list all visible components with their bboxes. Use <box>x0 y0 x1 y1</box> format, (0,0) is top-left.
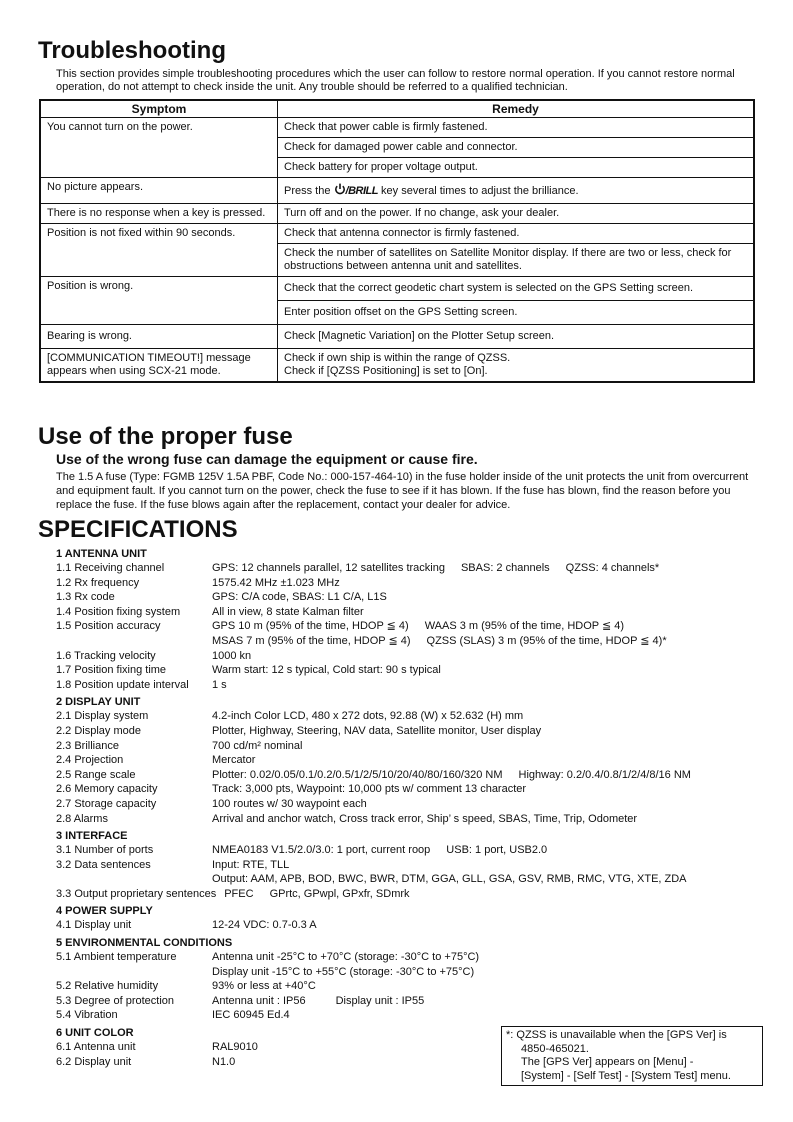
spec-row <box>56 812 756 827</box>
specifications-list <box>56 544 756 1069</box>
spec-value: Display unit -15°C to +55°C (storage: -30°C to +75°C) <box>212 965 475 978</box>
spec-label: 2.8 Alarms <box>56 812 108 825</box>
qzss-footnote <box>501 1026 763 1086</box>
spec-row <box>56 782 756 797</box>
remedy-pre: Press the <box>284 185 334 197</box>
spec-label: 3.3 Output proprietary sentences <box>56 887 217 900</box>
spec-label: 6.2 Display unit <box>56 1055 132 1068</box>
symptom-cell: Position is not fixed within 90 seconds. <box>40 224 278 277</box>
symptom-cell: You cannot turn on the power. <box>40 118 278 178</box>
spec-row <box>56 797 756 812</box>
table-row <box>40 224 754 244</box>
spec-label: 5.3 Degree of protection <box>56 994 175 1007</box>
fuse-text: The 1.5 A fuse (Type: FGMB 125V 1.5A PBF, Code No.: 000-157-464-10) in the fuse holder inside of the unit protects the unit from overcurrent and equipment fault. If you cannot turn on the power, check the fuse to see if it has blown. If the fuse has blown, find the reason before you replace the fuse. If the fuse blows again after the replacement, contact your dealer for advice. <box>56 471 749 511</box>
troubleshooting-intro: This section provides simple troubleshooting procedures which the user can follow to restore normal operation. If you cannot restore normal operation, do not attempt to check inside the unit. Any trouble should be referred to a qualified technician. <box>56 68 735 93</box>
spec-label: 1.2 Rx frequency <box>56 576 140 589</box>
spec-value: GPS 10 m (95% of the time, HDOP ≦ 4) WAAS 3 m (95% of the time, HDOP ≦ 4) <box>212 620 625 633</box>
remedy-cell: Enter position offset on the GPS Setting screen. <box>278 301 755 325</box>
spec-label: 5.2 Relative humidity <box>56 980 159 993</box>
remedy-cell: Check the number of satellites on Satellite Monitor display. If there are two or less, check for obstructions between antenna unit and satellites. <box>278 244 755 277</box>
spec-label: 6.1 Antenna unit <box>56 1041 136 1054</box>
spec-label: 1.1 Receiving channel <box>56 562 165 574</box>
spec-label: 2.2 Display mode <box>56 724 141 737</box>
section-title: 5 ENVIRONMENTAL CONDITIONS <box>56 937 233 950</box>
spec-value: PFEC GPrtc, GPwpl, GPxfr, SDmrk <box>224 887 410 900</box>
spec-value: Arrival and anchor watch, Cross track error, Ship’ s speed, SBAS, Time, Trip, Odometer <box>212 812 638 825</box>
spec-value: Mercator <box>212 754 256 767</box>
spec-row <box>56 1008 756 1023</box>
spec-row <box>56 590 756 605</box>
spec-value: Antenna unit -25°C to +70°C (storage: -30°C to +75°C) <box>212 951 480 964</box>
symptom-header: Symptom <box>40 100 278 118</box>
spec-value: RAL9010 <box>212 1041 258 1054</box>
spec-value: MSAS 7 m (95% of the time, HDOP ≦ 4) QZSS (SLAS) 3 m (95% of the time, HDOP ≦ 4)* <box>212 634 667 647</box>
spec-row <box>56 858 756 873</box>
spec-value: Antenna unit : IP56 Display unit : IP55 <box>212 994 425 1007</box>
spec-row <box>56 561 756 576</box>
brill-key-label: /BRILL <box>345 185 378 197</box>
symptom-cell: No picture appears. <box>40 178 278 204</box>
note-line: 4850-465021. <box>521 1042 589 1055</box>
spec-row <box>56 768 756 783</box>
remedy-cell: Check battery for proper voltage output. <box>278 158 755 178</box>
spec-row <box>56 634 756 649</box>
spec-label: 2.6 Memory capacity <box>56 783 158 796</box>
table-row <box>40 178 754 204</box>
spec-label: 2.4 Projection <box>56 754 124 767</box>
spec-value: Input: RTE, TLL <box>212 858 290 871</box>
spec-row <box>56 709 756 724</box>
table-row <box>40 204 754 224</box>
remedy-header: Remedy <box>278 100 755 118</box>
spec-label: 1.7 Position fixing time <box>56 664 167 677</box>
remedy-cell: Check that antenna connector is firmly fastened. <box>278 224 755 244</box>
spec-row <box>56 649 756 664</box>
spec-label: 3.1 Number of ports <box>56 844 154 857</box>
table-header-row <box>40 100 754 118</box>
remedy-cell: Check that power cable is firmly fastened. <box>278 118 755 138</box>
spec-label: 1.4 Position fixing system <box>56 605 181 618</box>
spec-row <box>56 872 756 887</box>
remedy-line: Check if own ship is within the range of QZSS. <box>284 352 511 364</box>
remedy-cell: Check for damaged power cable and connector. <box>278 138 755 158</box>
fuse-title: Use of the proper fuse <box>38 423 293 450</box>
troubleshooting-title: Troubleshooting <box>38 37 226 64</box>
section-title: 6 UNIT COLOR <box>56 1027 134 1040</box>
remedy-cell: Turn off and on the power. If no change, ask your dealer. <box>278 204 755 224</box>
note-line: The [GPS Ver] appears on [Menu] - <box>521 1056 694 1068</box>
spec-row <box>56 843 756 858</box>
spec-label: 1.8 Position update interval <box>56 678 189 691</box>
spec-label: 2.5 Range scale <box>56 768 136 781</box>
section-title: 1 ANTENNA UNIT <box>56 548 147 560</box>
section-title: 3 INTERFACE <box>56 830 128 843</box>
table-row <box>40 118 754 138</box>
spec-row <box>56 678 756 693</box>
spec-label: 4.1 Display unit <box>56 919 132 932</box>
symptom-cell: There is no response when a key is pressed. <box>40 204 278 224</box>
spec-value: Output: AAM, APB, BOD, BWC, BWR, DTM, GGA, GLL, GSA, GSV, RMB, RMC, VTG, XTE, ZDA <box>212 873 687 886</box>
specifications-title: SPECIFICATIONS <box>38 516 238 543</box>
spec-value: GPS: C/A code, SBAS: L1 C/A, L1S <box>212 591 387 604</box>
symptom-cell: Bearing is wrong. <box>40 325 278 349</box>
spec-label: 2.3 Brilliance <box>56 739 119 752</box>
spec-value: 100 routes w/ 30 waypoint each <box>212 797 367 810</box>
spec-row <box>56 663 756 678</box>
remedy-cell: Check [Magnetic Variation] on the Plotter Setup screen. <box>278 325 755 349</box>
symptom-line: [COMMUNICATION TIMEOUT!] message <box>47 352 251 364</box>
spec-value: Plotter, Highway, Steering, NAV data, Satellite monitor, User display <box>212 724 542 737</box>
spec-value: N1.0 <box>212 1055 236 1068</box>
spec-row <box>56 965 756 980</box>
spec-row <box>56 576 756 591</box>
spec-value: GPS: 12 channels parallel, 12 satellites tracking SBAS: 2 channels QZSS: 4 channels* <box>212 562 660 574</box>
spec-value: 700 cd/m² nominal <box>212 739 303 752</box>
spec-label: 1.6 Tracking velocity <box>56 649 156 662</box>
spec-row <box>56 918 756 933</box>
table-row <box>40 349 754 383</box>
spec-value: 12-24 VDC: 0.7-0.3 A <box>212 919 317 932</box>
spec-label: 5.4 Vibration <box>56 1009 118 1022</box>
spec-label: 2.1 Display system <box>56 710 149 723</box>
spec-value: IEC 60945 Ed.4 <box>212 1009 290 1022</box>
spec-value: 1 s <box>212 678 227 691</box>
table-row <box>40 277 754 301</box>
note-line: [System] - [Self Test] - [System Test] menu. <box>521 1069 731 1082</box>
spec-value: 1575.42 MHz ±1.023 MHz <box>212 576 340 589</box>
spec-label: 1.3 Rx code <box>56 591 115 604</box>
remedy-post: key several times to adjust the brilliance. <box>377 185 579 197</box>
table-row <box>40 325 754 349</box>
remedy-cell <box>278 349 755 383</box>
spec-label: 5.1 Ambient temperature <box>56 951 177 964</box>
symptom-cell: Position is wrong. <box>40 277 278 325</box>
power-icon <box>334 185 346 197</box>
spec-row <box>56 887 756 902</box>
spec-row <box>56 739 756 754</box>
symptom-cell <box>40 349 278 383</box>
spec-value: 4.2-inch Color LCD, 480 x 272 dots, 92.88 (W) x 52.632 (H) mm <box>212 710 524 723</box>
spec-value: Track: 3,000 pts, Waypoint: 10,000 pts w/ comment 13 character <box>212 783 527 796</box>
remedy-cell: Check that the correct geodetic chart system is selected on the GPS Setting screen. <box>278 277 755 301</box>
note-line: *: QZSS is unavailable when the [GPS Ver] is <box>506 1029 727 1041</box>
spec-row <box>56 753 756 768</box>
spec-label: 1.5 Position accuracy <box>56 620 161 633</box>
remedy-cell <box>278 178 755 204</box>
spec-label: 2.7 Storage capacity <box>56 797 157 810</box>
spec-row <box>56 619 756 634</box>
spec-value: 93% or less at +40°C <box>212 980 316 993</box>
troubleshooting-table <box>39 99 755 383</box>
fuse-warning: Use of the wrong fuse can damage the equipment or cause fire. <box>56 451 478 467</box>
spec-row <box>56 950 756 965</box>
spec-label: 3.2 Data sentences <box>56 858 151 871</box>
spec-row <box>56 979 756 994</box>
spec-row <box>56 994 756 1009</box>
spec-value: 1000 kn <box>212 649 252 662</box>
spec-value: NMEA0183 V1.5/2.0/3.0: 1 port, current roop USB: 1 port, USB2.0 <box>212 844 548 857</box>
remedy-line: Check if [QZSS Positioning] is set to [On]. <box>284 365 488 377</box>
spec-value: Warm start: 12 s typical, Cold start: 90 s typical <box>212 664 441 677</box>
spec-value: Plotter: 0.02/0.05/0.1/0.2/0.5/1/2/5/10/20/40/80/160/320 NM Highway: 0.2/0.4/0.8/1/2/4/8/16 NM <box>212 768 691 781</box>
section-title: 2 DISPLAY UNIT <box>56 696 141 709</box>
spec-value: All in view, 8 state Kalman filter <box>212 605 364 618</box>
section-title: 4 POWER SUPPLY <box>56 905 153 918</box>
symptom-line: appears when using SCX-21 mode. <box>47 365 221 377</box>
spec-row <box>56 724 756 739</box>
spec-row <box>56 605 756 620</box>
